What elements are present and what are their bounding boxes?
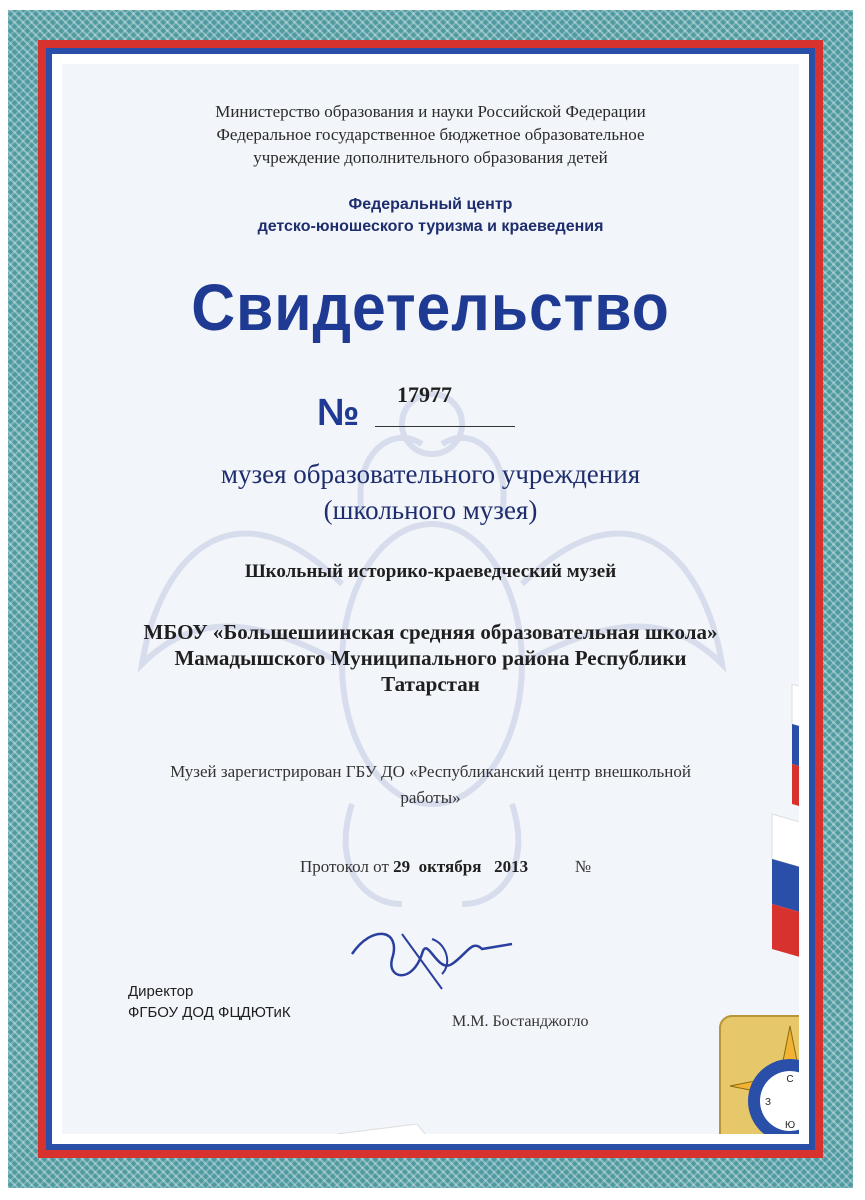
registered-line-1: Музей зарегистрирован ГБУ ДО «Республиканский центр внешкольной bbox=[170, 762, 691, 781]
museum-type bbox=[62, 456, 799, 528]
handwritten-signature bbox=[342, 914, 522, 1004]
federal-center-name bbox=[62, 194, 799, 238]
protocol-prefix: Протокол от bbox=[300, 857, 389, 876]
school-name bbox=[62, 619, 799, 697]
number-underline bbox=[375, 426, 515, 427]
certificate-title: Свидетельство bbox=[191, 270, 670, 344]
number-sign: № bbox=[317, 392, 360, 434]
protocol-day: 29 bbox=[393, 857, 411, 876]
russian-flag-ribbon-right bbox=[752, 684, 799, 1014]
protocol-line bbox=[300, 857, 591, 877]
registered-line-2: работы» bbox=[400, 788, 461, 807]
compass-north: С bbox=[786, 1074, 794, 1085]
ministry-line-3: учреждение дополнительного образования детей bbox=[253, 148, 608, 167]
protocol-year: 2013 bbox=[494, 857, 529, 876]
compass-west: З bbox=[764, 1097, 772, 1108]
protocol-number-sign: № bbox=[574, 857, 592, 876]
museum-name: Школьный историко-краеведческий музей bbox=[244, 561, 617, 582]
russian-flag-ribbon-bottom bbox=[337, 1124, 757, 1134]
school-line-1: МБОУ «Большешиинская средняя образовательная школа» bbox=[143, 620, 718, 644]
certificate-body bbox=[62, 64, 799, 1134]
number-value: 17977 bbox=[397, 382, 452, 407]
museum-type-line-1: музея образовательного учреждения bbox=[220, 459, 641, 489]
young-local-historian-emblem bbox=[710, 1006, 799, 1134]
role-line-1: Директор bbox=[128, 983, 194, 1000]
ministry-line-1: Министерство образования и науки Российской Федерации bbox=[215, 102, 646, 121]
signatory-role bbox=[128, 981, 291, 1023]
role-line-2: ФГБОУ ДОД ФЦДЮТиК bbox=[128, 1004, 291, 1021]
signatory-name: М.М. Бостанджогло bbox=[452, 1013, 589, 1030]
compass-south: Ю bbox=[784, 1120, 796, 1131]
certificate-number bbox=[317, 382, 577, 432]
school-line-3: Татарстан bbox=[381, 672, 480, 696]
protocol-month: октября bbox=[418, 857, 482, 876]
museum-type-line-2: (школьного музея) bbox=[323, 495, 538, 525]
center-line-2: детско-юношеского туризма и краеведения bbox=[257, 218, 604, 235]
ministry-header bbox=[62, 100, 799, 169]
registration-note bbox=[62, 759, 799, 811]
school-line-2: Мамадышского Муниципального района Республики bbox=[174, 646, 687, 670]
center-line-1: Федеральный центр bbox=[348, 196, 513, 213]
ministry-line-2: Федеральное государственное бюджетное образовательное bbox=[216, 125, 645, 144]
